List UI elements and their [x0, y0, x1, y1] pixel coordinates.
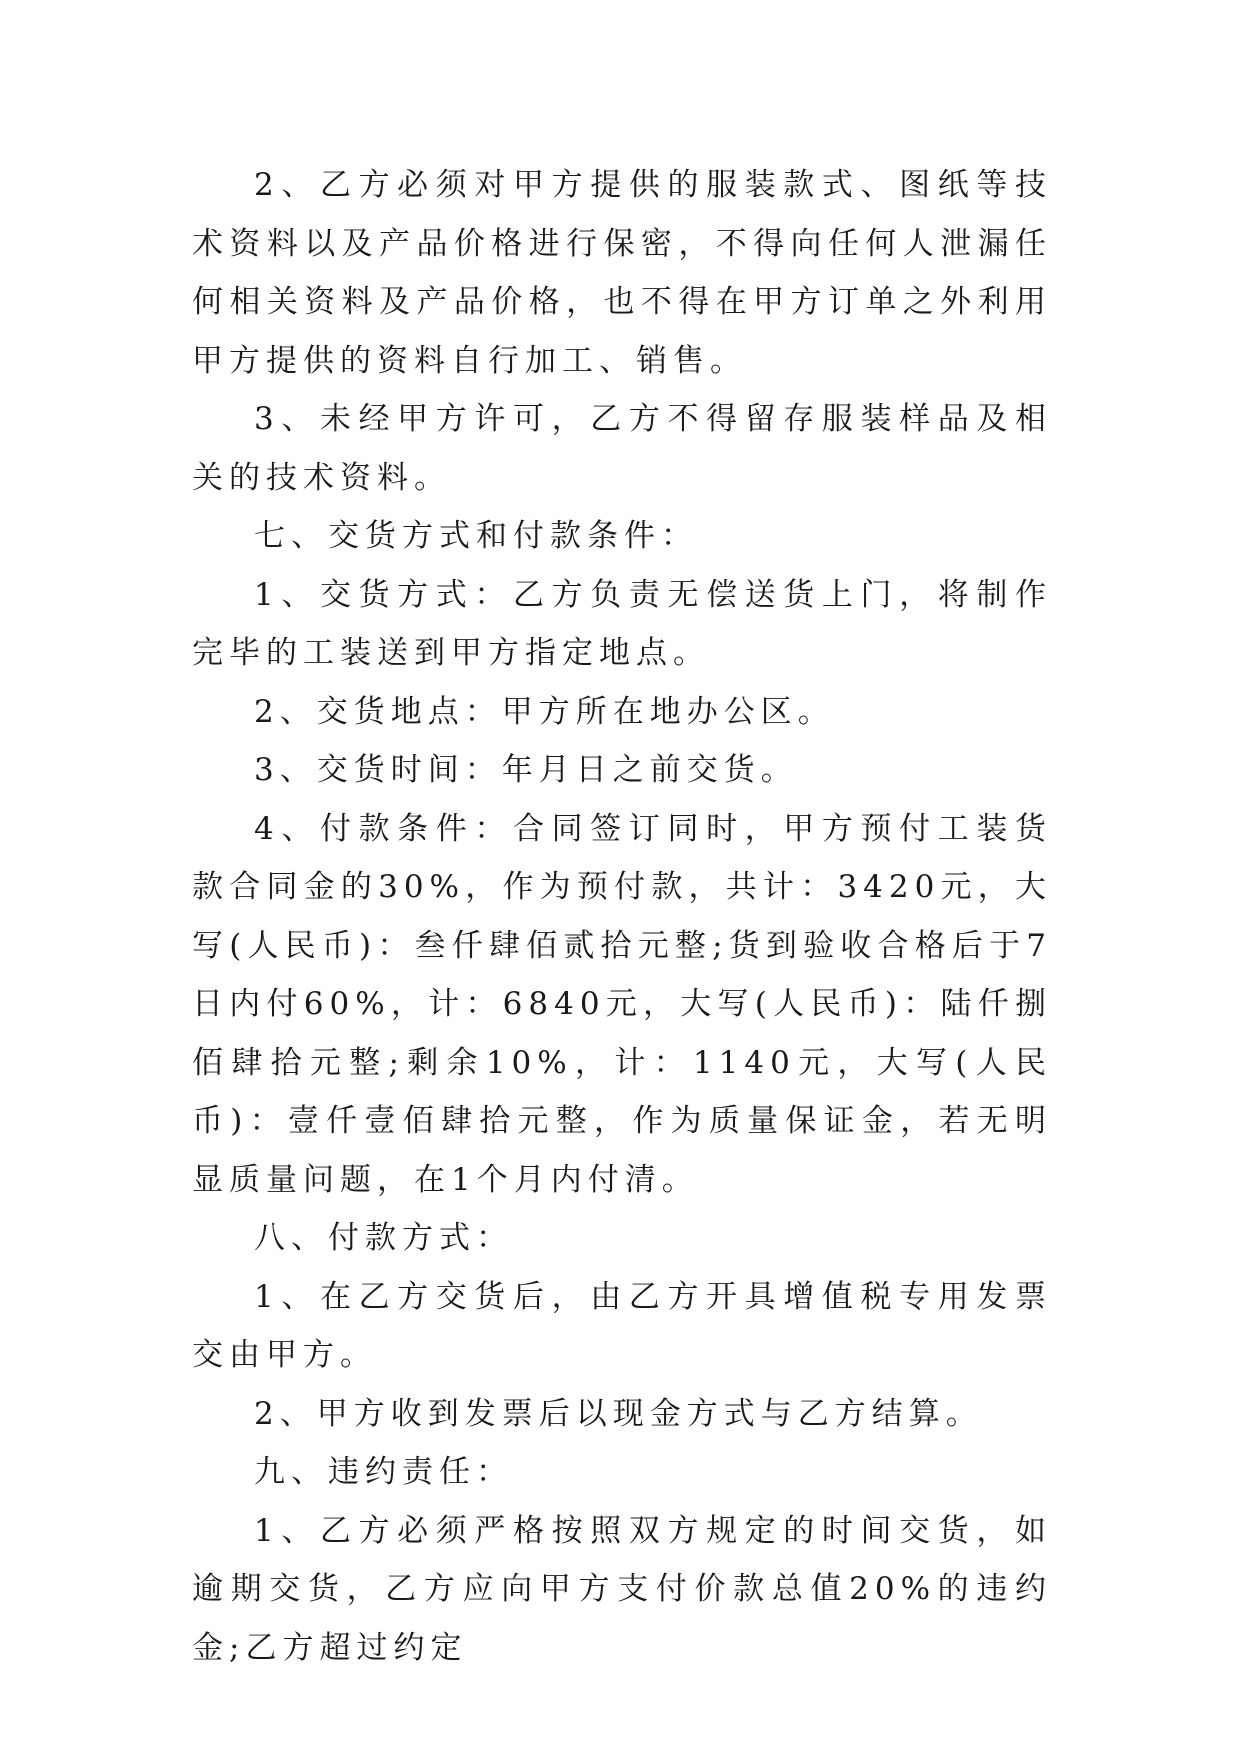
clause-late-delivery: 1、乙方必须严格按照双方规定的时间交货，如逾期交货，乙方应向甲方支付价款总值20%的违约金;乙方超过约定 — [192, 1512, 1052, 1666]
clause-no-retention: 3、未经甲方许可，乙方不得留存服装样品及相关的技术资料。 — [192, 401, 1052, 496]
section-heading-liability: 九、违约责任： — [254, 1454, 513, 1490]
clause-delivery-time: 3、交货时间：年月日之前交货。 — [254, 752, 798, 788]
clause-invoice: 1、在乙方交货后，由乙方开具增值税专用发票交由甲方。 — [192, 1278, 1052, 1373]
document-body — [192, 156, 1052, 1677]
clause-settlement: 2、甲方收到发票后以现金方式与乙方结算。 — [254, 1395, 983, 1432]
clause-payment-terms: 4、付款条件：合同签订同时，甲方预付工装货款合同金的30%，作为预付款，共计：3420元，大写(人民币)：叁仟肆佰贰拾元整;货到验收合格后于7日内付60%，计：6840元，大写(人民币)：陆仟捌佰肆拾元整;剩余10%，计：1140元，大写(人民币)：壹仟壹佰肆拾元整，作为质量保证金，若无明显质量问题，在1个月内付清。 — [192, 810, 1052, 1198]
clause-delivery-method: 1、交货方式：乙方负责无偿送货上门，将制作完毕的工装送到甲方指定地点。 — [192, 576, 1052, 671]
section-heading-delivery: 七、交货方式和付款条件： — [254, 518, 698, 554]
clause-delivery-location: 2、交货地点：甲方所在地办公区。 — [254, 693, 835, 730]
section-heading-payment: 八、付款方式： — [254, 1220, 513, 1256]
clause-confidentiality: 2、乙方必须对甲方提供的服装款式、图纸等技术资料以及产品价格进行保密，不得向任何人泄漏任何相关资料及产品价格，也不得在甲方订单之外利用甲方提供的资料自行加工、销售。 — [192, 167, 1052, 379]
